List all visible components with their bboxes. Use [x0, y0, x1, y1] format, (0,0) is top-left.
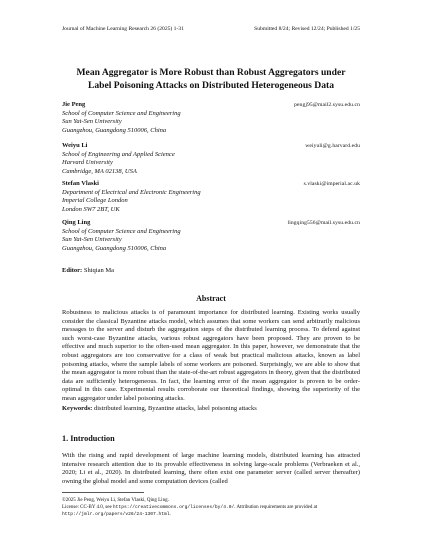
author-affiliation: Imperial College London [62, 197, 128, 205]
author-affiliation: School of Computer Science and Engineering [62, 227, 181, 235]
abstract-heading: Abstract [196, 294, 226, 303]
abstract-text: Robustness to malicious attacks is of paramount importance for distributed learning. Existing works usually consider the classical Byzantine attacks model, which assumes that some workers can send arbitrarily malicious messages to the server and disturb the aggregation steps of the distributed learning process. To defend against such worst-case Byzantine attacks, various robust aggregators have been proposed. They are proven to be effective and much superior to the often-used mean aggregator. In this paper, however, we demonstrate that the robust aggregators are too conservative for a class of weak but practical malicious attacks, known as label poisoning attacks, where the sample labels of some workers are poisoned. Surprisingly, we are able to show that the mean aggregator is more robust than the state-of-the-art robust aggregators in theory, given that the distributed data are sufficiently heterogeneous. In fact, the learning error of the mean aggregator is proven to be order-optimal in this case. Experimental results corroborate our theoretical findings, showing the superiority of the mean aggregator under label poisoning attacks. [62, 309, 360, 402]
paper-link[interactable]: http://jmlr.org/papers/v26/24-1307.html [62, 512, 170, 518]
journal-citation: Journal of Machine Learning Research 26 (2025) 1-31 [62, 26, 184, 32]
author-block [62, 142, 360, 176]
author-affiliation: Guangzhou, Guangdong 510006, China [62, 126, 167, 134]
author-affiliation: Sun Yat-Sen University [62, 118, 122, 126]
author-block [62, 101, 360, 135]
author-email[interactable]: s.vlaski@imperial.ac.uk [303, 181, 360, 187]
license-text-2: . Attribution requirements are provided at [234, 505, 318, 511]
abstract-body [62, 309, 360, 413]
author-affiliation: Department of Electrical and Electronic Engineering [62, 188, 201, 196]
author-affiliation: London SW7 2BT, UK [62, 205, 120, 213]
running-header [62, 26, 360, 32]
attribution-line [62, 511, 360, 518]
license-text: License: CC-BY 4.0, see [62, 505, 113, 511]
author-affiliation: Harvard University [62, 159, 113, 167]
author-email[interactable]: lingqing556@mail.sysu.edu.cn [287, 220, 360, 226]
footer-notes [62, 497, 360, 519]
section-heading: 1. Introduction [62, 434, 115, 443]
author-affiliation: Sun Yat-Sen University [62, 236, 122, 244]
author-name: Stefan Vlaski [62, 180, 99, 187]
copyright-line: ©2025 Jie Peng, Weiyu Li, Stefan Vlaski, Qing Ling. [62, 498, 169, 503]
editor-name: Shiqian Ma [83, 267, 115, 274]
submission-dates: Submitted 8/24; Revised 12/24; Published 1/25 [254, 26, 360, 32]
paper-title [50, 66, 372, 92]
author-affiliation: School of Engineering and Applied Science [62, 150, 175, 158]
title-line-1: Mean Aggregator is More Robust than Robust Aggregators under [76, 67, 346, 78]
author-name: Weiyu Li [62, 142, 88, 149]
author-block [62, 219, 360, 253]
attribution-end: . [169, 512, 171, 518]
keywords-label: Keywords: [62, 404, 93, 412]
editor-line [62, 267, 114, 274]
author-block [62, 180, 360, 214]
author-name: Qing Ling [62, 219, 91, 226]
author-name: Jie Peng [62, 101, 86, 108]
keywords-line [62, 405, 360, 414]
author-email[interactable]: pengj95@mail2.sysu.edu.cn [294, 102, 360, 108]
author-affiliation: School of Computer Science and Engineering [62, 109, 181, 117]
license-line [62, 504, 360, 511]
editor-label: Editor: [62, 267, 83, 274]
author-email[interactable]: weiyuli@g.harvard.edu [305, 143, 360, 149]
author-affiliation: Guangzhou, Guangdong 510006, China [62, 244, 167, 252]
intro-paragraph: With the rising and rapid development of large machine learning models, distributed learning has attracted intensive research attention due to its provable effectiveness in solving large-scale problems (Verbraeken et al., 2020; Li et al., 2020). In distributed learning, there often exist one parameter server (called server thereafter) owning the global model and some computation devices (called [62, 452, 360, 485]
license-link[interactable]: https://creativecommons.org/licenses/by/4.0/ [112, 505, 235, 511]
title-line-2: Label Poisoning Attacks on Distributed Heterogeneous Data [87, 80, 335, 91]
keywords-text: distributed learning, Byzantine attacks, label poisoning attacks [93, 404, 257, 412]
footnote-rule [62, 492, 144, 493]
author-affiliation: Cambridge, MA 02138, USA [62, 167, 137, 175]
